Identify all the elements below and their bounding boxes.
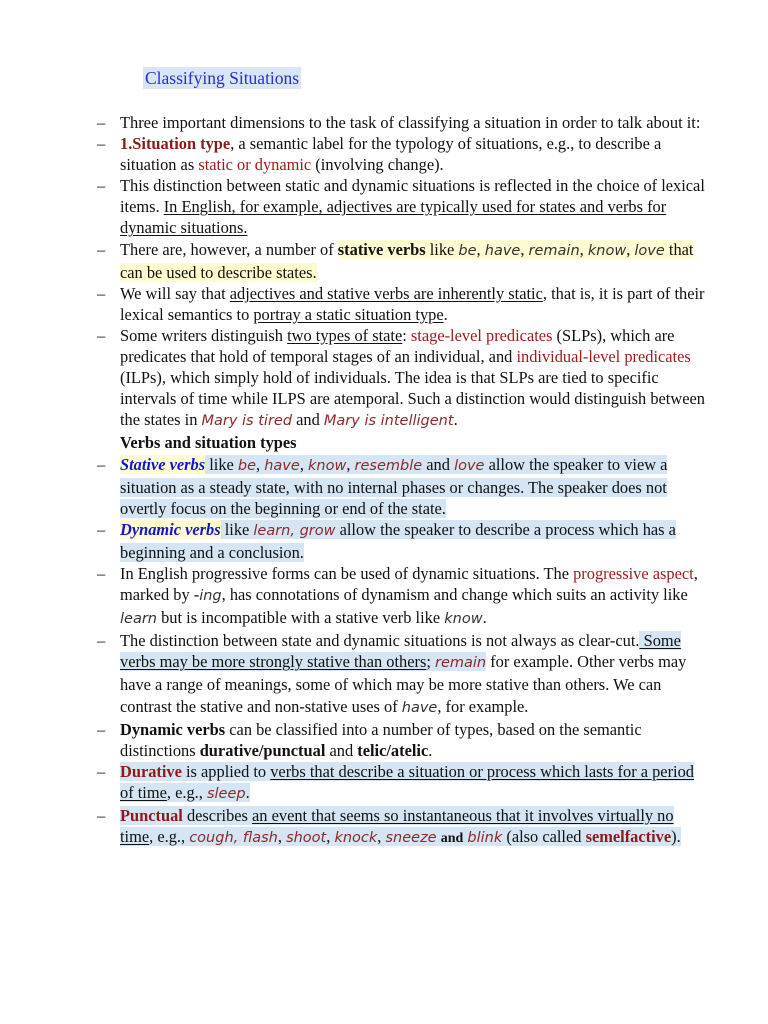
example-word: knock xyxy=(334,830,378,847)
example-word: learn xyxy=(120,611,157,628)
item-text: can be classified into a number of types, based on the semantic distinctions xyxy=(120,719,642,760)
underlined-text: In English, for example, adjectives are typically used for states and verbs for dynamic situations. xyxy=(120,197,667,238)
highlight-term: static or dynamic xyxy=(198,155,312,175)
example-word: sneeze xyxy=(385,830,437,847)
highlight-term: progressive aspect xyxy=(573,563,694,583)
example-word: cough, flash xyxy=(189,830,278,847)
dash-bullet-icon: – xyxy=(97,631,106,651)
list-item xyxy=(97,112,707,133)
dash-bullet-icon: – xyxy=(97,325,106,345)
item-text: allow the speaker to view a situation as a steady state, with no internal phases or changes. The speaker does not overtly focus on the beginning or end of the state. xyxy=(120,454,668,518)
list-item xyxy=(97,283,707,325)
dash-bullet-icon: – xyxy=(97,806,106,825)
section-subheading: Verbs and situation types xyxy=(120,433,297,453)
list-item: – Stative verbs like be, have, know, resemble and love allow the speaker to view a situation as a steady state, with no internal phases or changes. The speaker does not overtly focus on the beginning or end of the state. xyxy=(97,454,668,518)
item-text: like xyxy=(205,454,238,474)
list-item xyxy=(97,719,707,761)
page-title: Classifying Situations xyxy=(145,68,300,88)
item-text: (also called xyxy=(502,827,586,847)
list-item xyxy=(97,563,707,630)
bullet-list xyxy=(97,112,707,849)
example-word: sleep xyxy=(206,785,246,802)
underlined-text: an event that seems so instantaneous that it involves virtually no time xyxy=(120,806,674,847)
dash-bullet-icon: – xyxy=(97,113,106,132)
underlined-text: adjectives and stative verbs are inherently static xyxy=(229,283,543,303)
item-text: ). xyxy=(671,827,681,847)
example-word: remain xyxy=(528,242,580,259)
example-word: remain xyxy=(435,655,487,672)
item-text: , e.g., xyxy=(166,782,207,802)
example-word: be xyxy=(458,242,477,259)
term-stative-verbs: Stative verbs xyxy=(120,454,206,474)
term-situation-type: 1.Situation type xyxy=(120,134,231,154)
bold-term: telic/atelic xyxy=(357,740,429,760)
example-word: have xyxy=(264,457,300,474)
item-text: , a semantic label for the typology of situations, e.g., to describe a situation as xyxy=(120,134,662,175)
item-text: (ILPs), which simply hold of individuals. The idea is that SLPs are tied to specific intervals of time while ILPS are atemporal. Such a distinction would distinguish between the states in xyxy=(120,368,705,430)
dash-bullet-icon: – xyxy=(97,239,106,259)
item-text: . xyxy=(428,740,433,760)
example-word: have xyxy=(484,242,521,259)
item-text: allow the speaker to describe a process which has a beginning and a conclusion. xyxy=(120,519,676,562)
dash-bullet-icon: – xyxy=(97,719,106,739)
item-text: There are, however, a number of xyxy=(120,239,338,259)
example-word: be xyxy=(237,457,257,474)
term-semelfactive: semelfactive xyxy=(585,827,672,847)
item-text: Some writers distinguish xyxy=(120,325,288,345)
highlight-term: stage-level predicates xyxy=(410,325,553,345)
item-text: . xyxy=(443,304,448,324)
bold-term: Dynamic verbs xyxy=(120,719,226,739)
item-text: that can be used to describe states. xyxy=(120,239,694,282)
item-text: The distinction between state and dynamic situations is not always as clear-cut. xyxy=(120,631,640,651)
item-text: , marked by - xyxy=(120,563,698,605)
example-word: have xyxy=(401,699,438,716)
item-text: like xyxy=(220,519,254,539)
item-text: , that is, it is part of their lexical semantics to xyxy=(120,283,705,324)
item-text: We will say that xyxy=(120,283,230,303)
item-text: like xyxy=(425,239,459,259)
bold-term: durative/punctual xyxy=(199,740,326,760)
example-word: know xyxy=(587,242,627,259)
highlight-term: individual-level predicates xyxy=(516,347,691,367)
dash-bullet-icon: – xyxy=(97,519,106,539)
underlined-text: portray a static situation type xyxy=(253,304,444,324)
example-word: shoot xyxy=(286,830,327,847)
term-durative: Durative xyxy=(120,761,182,781)
dash-bullet-icon: – xyxy=(97,176,106,196)
item-text: (SLPs), which are predicates that hold of temporal stages of an individual, and xyxy=(120,325,675,367)
dash-bullet-icon: – xyxy=(97,134,106,154)
example-word: love xyxy=(634,242,665,259)
term-punctual: Punctual xyxy=(120,806,183,825)
list-item xyxy=(97,519,707,563)
bold-term: stative verbs xyxy=(337,239,426,259)
dash-bullet-icon: – xyxy=(97,283,106,303)
item-text: In English progressive forms can be used of dynamic situations. The xyxy=(120,563,574,583)
example-word: blink xyxy=(467,830,503,847)
item-text: . xyxy=(453,410,458,430)
example-word: know xyxy=(444,611,483,628)
list-item xyxy=(97,761,707,805)
item-text: and xyxy=(325,740,358,760)
list-item xyxy=(97,175,707,238)
item-text: describes xyxy=(182,806,253,825)
underlined-text: verbs that describe a situation or process which lasts for a period of time xyxy=(120,761,694,802)
item-text: and xyxy=(292,410,324,430)
item-text: , e.g., xyxy=(149,827,190,847)
example-phrase: Mary is intelligent xyxy=(323,413,454,430)
list-item: – There are, however, a number of stative verbs like be, have, remain, know, love that can be used to describe states. xyxy=(97,239,694,282)
example-word: know xyxy=(308,457,347,474)
list-item xyxy=(97,630,707,718)
term-dynamic-verbs: Dynamic verbs xyxy=(120,519,221,539)
item-text: Three important dimensions to the task of classifying a situation in order to talk about it: xyxy=(120,113,701,132)
item-text: ; xyxy=(426,652,435,672)
item-text: and xyxy=(440,831,464,847)
list-item xyxy=(97,133,707,175)
item-text: (involving change). xyxy=(311,155,444,175)
item-text: . xyxy=(245,782,250,802)
example-word: learn, grow xyxy=(253,522,336,539)
item-text: and xyxy=(422,454,455,474)
item-text: : xyxy=(402,325,411,345)
example-word: love xyxy=(454,457,485,474)
item-text: . xyxy=(482,608,487,628)
underlined-text: two types of state xyxy=(287,325,403,345)
item-text: is applied to xyxy=(181,761,271,781)
dash-bullet-icon: – xyxy=(97,454,106,474)
item-text: for example. Other verbs may have a range of meanings, some of which may be more stative than others. We can contrast the stative and non-stative uses of xyxy=(120,652,687,716)
item-text: , has connotations of dynamism and change which suits an activity like xyxy=(221,585,688,605)
underlined-text: Some verbs may be more strongly stative than others xyxy=(120,631,681,672)
item-text: This distinction between static and dynamic situations is reflected in the choice of lexical items. xyxy=(120,176,705,217)
item-text: but is incompatible with a stative verb like xyxy=(157,608,445,628)
item-text: , for example. xyxy=(437,696,529,716)
dash-bullet-icon: – xyxy=(97,761,106,781)
example-word: ing xyxy=(199,588,222,605)
list-item xyxy=(97,325,707,432)
dash-bullet-icon: – xyxy=(97,563,106,583)
example-word: resemble xyxy=(354,457,423,474)
list-item: – Punctual describes an event that seems so instantaneous that it involves virtually no time, e.g., cough, flash, shoot, knock, sneeze and blink (also called semelfactive). xyxy=(97,806,681,847)
example-phrase: Mary is tired xyxy=(201,413,293,430)
